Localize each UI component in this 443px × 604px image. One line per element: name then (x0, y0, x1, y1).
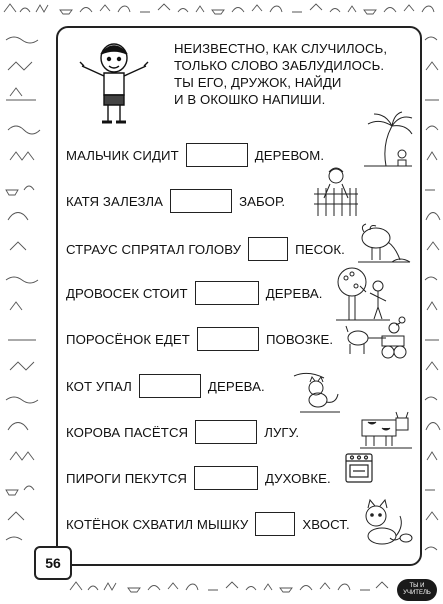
instruction-line: НЕИЗВЕСТНО, КАК СЛУЧИЛОСЬ, (174, 41, 388, 56)
exercise-row (66, 140, 324, 170)
publisher-badge: ТЫ И УЧИТЕЛЬ (397, 579, 437, 601)
sentence-end: ЗАБОР. (239, 193, 286, 209)
answer-box[interactable] (170, 189, 232, 213)
answer-box[interactable] (197, 327, 259, 351)
answer-box[interactable] (248, 237, 288, 261)
cat-falling-from-tree-picture (292, 366, 344, 414)
sentence-end: ДУХОВКЕ. (265, 470, 331, 486)
instructions-poem (174, 40, 414, 108)
sentence-start: КОТ УПАЛ (66, 378, 132, 394)
sentence-start: КОРОВА ПАСЁТСЯ (66, 424, 189, 440)
sentence-end: ПОВОЗКЕ. (265, 331, 334, 347)
oven-icon (344, 452, 374, 484)
exercise-row (66, 371, 265, 401)
woodcutter-near-tree-picture (332, 264, 394, 322)
answer-box[interactable] (186, 143, 248, 167)
sentence-start: СТРАУС СПРЯТАЛ ГОЛОВУ (66, 241, 242, 257)
exercise-row (66, 234, 345, 264)
instruction-line: ТЫ ЕГО, ДРУЖОК, НАЙДИ (174, 75, 342, 90)
answer-box[interactable] (139, 374, 201, 398)
sentence-start: ПОРОСЁНОК ЕДЕТ (66, 331, 190, 347)
cow-on-meadow-picture (358, 406, 414, 450)
exercise-row (66, 186, 285, 216)
ostrich-head-in-sand-picture (354, 222, 414, 266)
answer-box[interactable] (255, 512, 295, 536)
exercise-row (66, 463, 331, 493)
girl-behind-fence-picture (310, 164, 362, 218)
answer-box[interactable] (195, 281, 259, 305)
kitten-and-mouse-picture (358, 498, 416, 548)
sentence-end: ПЕСОК. (295, 241, 345, 257)
sentence-end: ДЕРЕВОМ. (254, 147, 325, 163)
exercise-row (66, 509, 350, 539)
sentence-start: КАТЯ ЗАЛЕЗЛА (66, 193, 164, 209)
instruction-line: И В ОКОШКО НАПИШИ. (174, 92, 326, 107)
page-number: 56 (34, 546, 72, 580)
answer-box[interactable] (194, 466, 258, 490)
instruction-line: ТОЛЬКО СЛОВО ЗАБЛУДИЛОСЬ. (174, 58, 385, 73)
answer-box[interactable] (195, 420, 257, 444)
sentence-end: ХВОСТ. (302, 516, 350, 532)
exercise-panel (56, 26, 422, 566)
sentence-start: ДРОВОСЕК СТОИТ (66, 285, 188, 301)
boy-illustration (76, 40, 154, 128)
sentence-start: ПИРОГИ ПЕКУТСЯ (66, 470, 187, 486)
exercise-row (66, 278, 323, 308)
boy-under-palm-tree-picture (358, 110, 416, 168)
sentence-start: МАЛЬЧИК СИДИТ (66, 147, 179, 163)
exercise-row (66, 324, 333, 354)
piglet-in-cart-picture (344, 316, 410, 364)
sentence-start: КОТЁНОК СХВАТИЛ МЫШКУ (66, 516, 249, 532)
sentence-end: ДЕРЕВА. (265, 285, 323, 301)
exercise-row (66, 417, 299, 447)
sentence-end: ДЕРЕВА. (207, 378, 265, 394)
sentence-end: ЛУГУ. (264, 424, 300, 440)
